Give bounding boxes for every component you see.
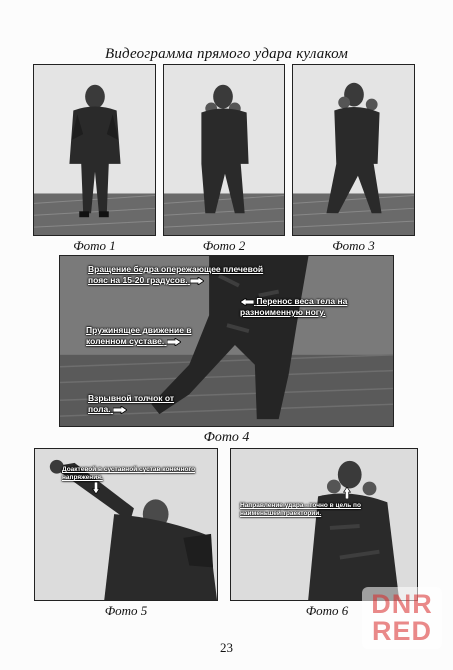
watermark-line-2: RED <box>371 616 432 646</box>
page-number: 23 <box>220 640 233 655</box>
photo-3 <box>292 64 415 236</box>
arrow-right-icon <box>190 277 204 285</box>
page-title: Видеограмма прямого удара кулаком <box>104 46 349 62</box>
caption-photo-4: Фото 4 <box>203 430 250 445</box>
caption-photo-5: Фото 5 <box>104 603 148 618</box>
caption-photo-6: Фото 6 <box>305 603 349 618</box>
annotation-springy-motion: Пружинящее движение в коленном суставе. <box>86 325 192 346</box>
arrow-right-icon <box>167 338 181 346</box>
photo-6 <box>230 448 418 601</box>
watermark-logo <box>362 587 442 649</box>
watermark-line-1: DNR <box>371 589 433 619</box>
annotation-elbow-extension: Доактевой в суставной сустав конечного напряжения. <box>62 466 196 481</box>
arrow-down-icon <box>92 482 100 494</box>
arrow-left-icon <box>240 298 254 306</box>
annotation-weight-transfer: Перенос веса тела на разноименную ногу. <box>240 296 348 317</box>
photo-2 <box>163 64 285 236</box>
caption-photo-3: Фото 3 <box>332 238 375 253</box>
annotation-strike-direction: Направление удара - точно в цель по наименьшей траектории. <box>240 502 361 517</box>
caption-photo-1: Фото 1 <box>73 238 116 253</box>
arrow-up-icon <box>343 487 351 499</box>
photo-1 <box>33 64 156 236</box>
caption-photo-2: Фото 2 <box>202 238 246 253</box>
arrow-down-icon <box>113 406 127 414</box>
annotation-explosive-push: Взрывной толчок от пола. <box>88 393 175 414</box>
annotation-hip-rotation: Вращение бедра опережающее плечевой пояс на 15-20 градусов. <box>88 264 264 285</box>
